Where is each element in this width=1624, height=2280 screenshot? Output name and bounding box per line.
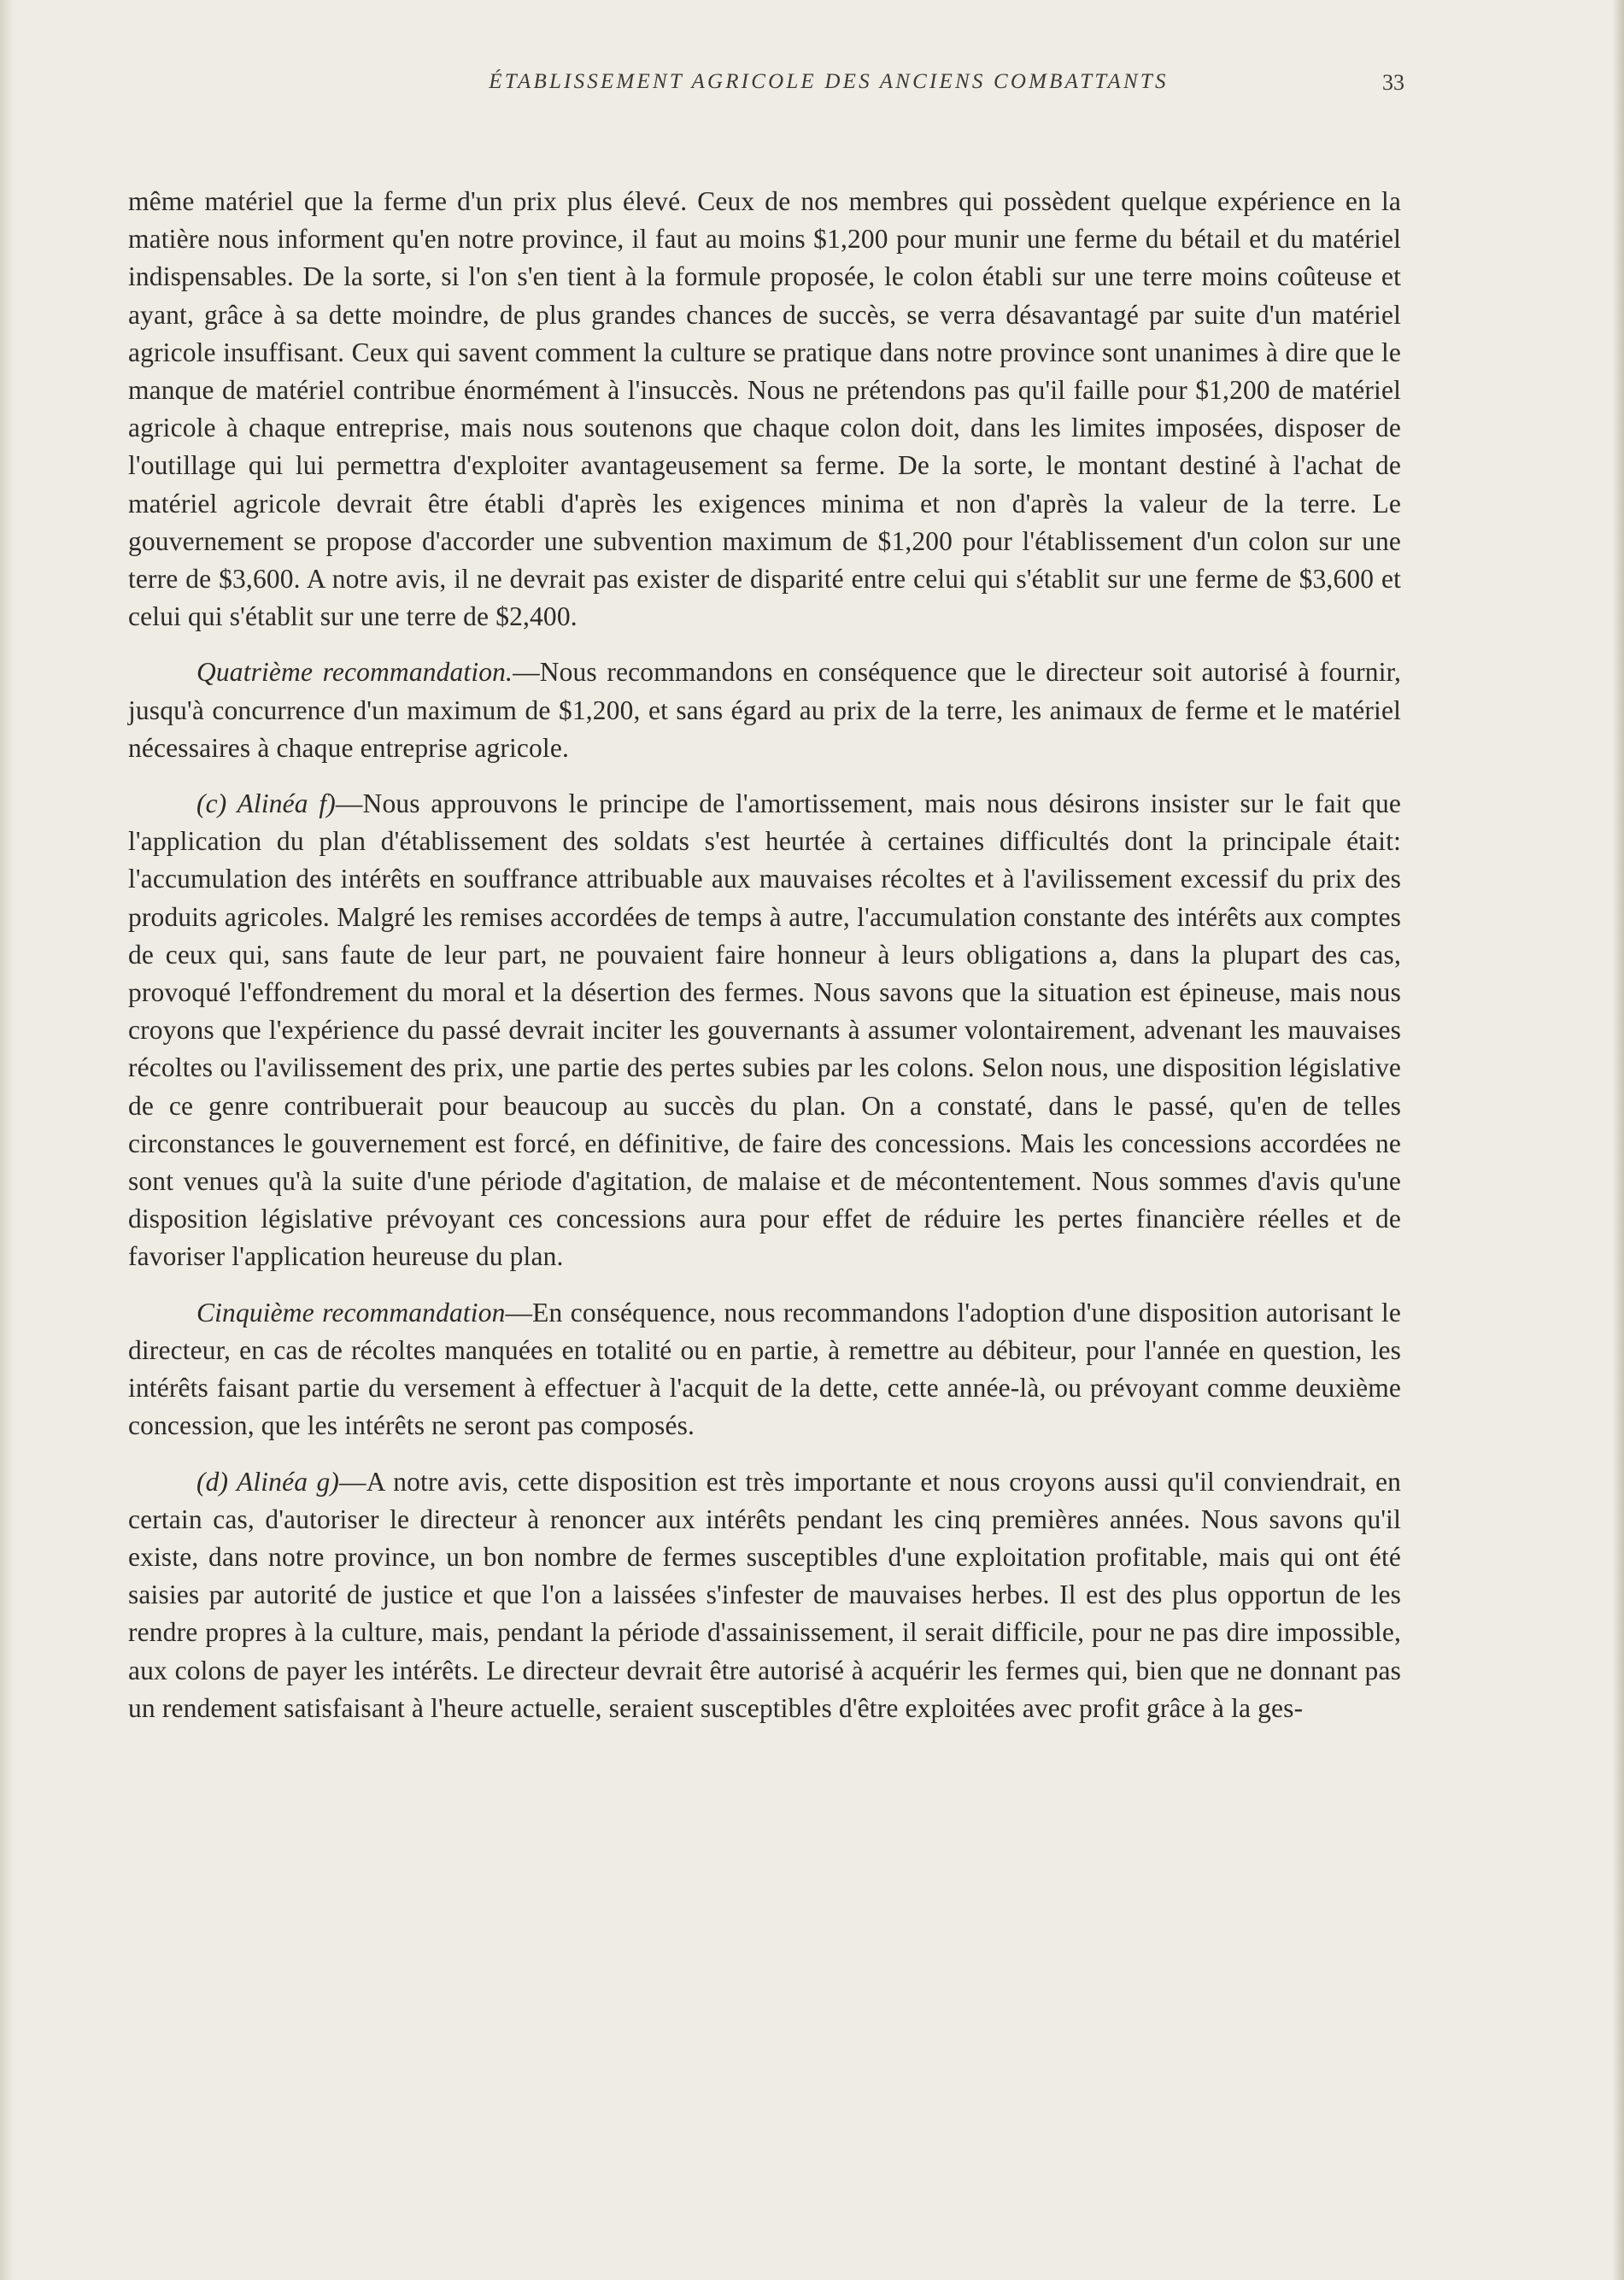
paragraph-2-lead: Quatrième recommandation. <box>196 657 513 688</box>
paragraph-5-text: —A notre avis, cette disposition est très importante et nous croyons aussi qu'il conviendrait, en certain cas, d'autoriser le directeur à renoncer aux intérêts pendant les cinq premières années. Nous savons qu'il existe, dans notre province, un bon nombre de fermes susceptibles d'une exploitation profitable, mais qui ont été saisies par autorité de justice et que l'on a laissées s'infester de mauvaises herbes. Il est des plus opportun de les rendre propres à la culture, mais, pendant la période d'assainissement, il serait difficile, pour ne pas dire impossible, aux colons de payer les intérêts. Le directeur devrait être autorisé à acquérir les fermes qui, bien que ne donnant pas un rendement satisfaisant à l'heure actuelle, seraient susceptibles d'être exploitées avec profit grâce à la ges- <box>128 1466 1402 1723</box>
paragraph-5 <box>128 1463 1401 1727</box>
paragraph-4 <box>128 1294 1401 1445</box>
paragraph-4-text: —En conséquence, nous recommandons l'adoption d'une disposition autorisant le directeur, en cas de récoltes manquées en totalité ou en partie, à remettre au débiteur, pour l'année en question, les intérêts faisant partie du versement à effectuer à l'acquit de la dette, cette année-là, ou prévoyant comme deuxième concession, que les intérêts ne seront pas composés. <box>128 1297 1401 1441</box>
page-edge-left <box>0 0 14 2280</box>
paragraph-3-lead: (c) Alinéa f) <box>196 788 336 819</box>
page-number: 33 <box>1382 70 1404 95</box>
paragraph-4-lead: Cinquième recommandation <box>196 1297 506 1328</box>
paragraph-2 <box>128 654 1401 767</box>
paragraph-5-lead: (d) Alinéa g) <box>196 1466 340 1497</box>
running-title: ÉTABLISSEMENT AGRICOLE DES ANCIENS COMBATTANTS <box>489 70 1169 93</box>
body-text <box>128 183 1401 1727</box>
paragraph-1 <box>128 183 1401 636</box>
paragraph-2-text: —Nous recommandons en conséquence que le directeur soit autorisé à fournir, jusqu'à concurrence d'un maximum de $1,200, et sans égard au prix de la terre, les animaux de ferme et le matériel nécessaires à chaque entreprise agricole. <box>128 657 1402 763</box>
running-head <box>128 70 1404 104</box>
document-page <box>128 70 1404 1727</box>
paragraph-3-text: —Nous approuvons le principe de l'amortissement, mais nous désirons insister sur le fait que l'application du plan d'établissement des soldats s'est heurtée à certaines difficultés dont la principale était: l'accumulation des intérêts en souffrance attribuable aux mauvaises récoltes et à l'avilissement excessif du prix des produits agricoles. Malgré les remises accordées de temps à autre, l'accumulation constante des intérêts aux comptes de ceux qui, sans faute de leur part, ne pouvaient faire honneur à leurs obligations a, dans la plupart des cas, provoqué l'effondrement du moral et la désertion des fermes. Nous savons que la situation est épineuse, mais nous croyons que l'expérience du passé devrait inciter les gouvernants à assumer volontairement, advenant les mauvaises récoltes ou l'avilissement des prix, une partie des pertes subies par les colons. Selon nous, une disposition législative de ce genre contribuerait pour beaucoup au succès du plan. On a constaté, dans le passé, qu'en de telles circonstances le gouvernement est forcé, en définitive, de faire des concessions. Mais les concessions accordées ne sont venues qu'à la suite d'une période d'agitation, de malaise et de mécontentement. Nous sommes d'avis qu'une disposition législative prévoyant ces concessions aura pour effet de réduire les pertes financière réelles et de favoriser l'application heureuse du plan. <box>128 788 1402 1272</box>
page-edge-right <box>1612 0 1624 2280</box>
paragraph-3 <box>128 785 1401 1276</box>
paragraph-1-text: même matériel que la ferme d'un prix plus élevé. Ceux de nos membres qui possèdent quelque expérience en la matière nous informent qu'en notre province, il faut au moins $1,200 pour munir une ferme du bétail et du matériel indispensables. De la sorte, si l'on s'en tient à la formule proposée, le colon établi sur une terre moins coûteuse et ayant, grâce à sa dette moindre, de plus grandes chances de succès, se verra désavantagé par suite d'un matériel agricole insuffisant. Ceux qui savent comment la culture se pratique dans notre province sont unanimes à dire que le manque de matériel contribue énormément à l'insuccès. Nous ne prétendons pas qu'il faille pour $1,200 de matériel agricole à chaque entreprise, mais nous soutenons que chaque colon doit, dans les limites imposées, disposer de l'outillage qui lui permettra d'exploiter avantageusement sa ferme. De la sorte, le montant destiné à l'achat de matériel agricole devrait être établi d'après les exigences minima et non d'après la valeur de la terre. Le gouvernement se propose d'accorder une subvention maximum de $1,200 pour l'établissement d'un colon sur une terre de $3,600. A notre avis, il ne devrait pas exister de disparité entre celui qui s'établit sur une ferme de $3,600 et celui qui s'établit sur une terre de $2,400. <box>128 186 1401 632</box>
